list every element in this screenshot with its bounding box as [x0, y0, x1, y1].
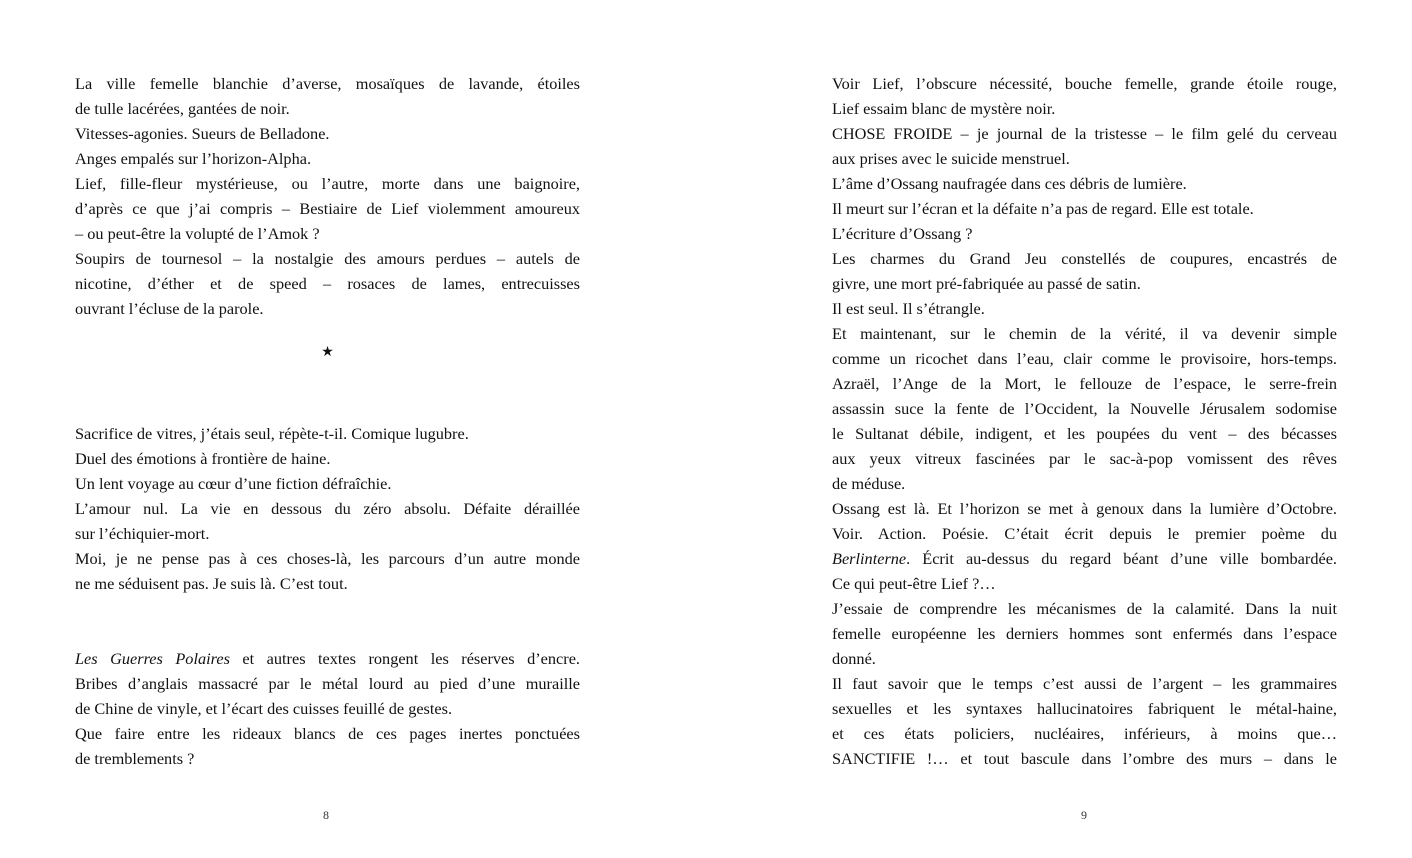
left-paragraph-2 [75, 421, 580, 596]
text-line: – ou peut-être la volupté de l’Amok ? [75, 224, 320, 243]
text-line: L’écriture d’Ossang ? [832, 224, 973, 243]
text-line: Il meurt sur l’écran et la défaite n’a pas de regard. Elle est totale. [832, 199, 1254, 218]
text-line: Sacrifice de vitres, j’étais seul, répète-t-il. Comique lugubre. [75, 424, 469, 443]
text-line [832, 546, 1337, 571]
left-paragraph-1 [75, 71, 580, 321]
right-page [706, 0, 1412, 858]
text-line: Il est seul. Il s’étrangle. [832, 299, 985, 318]
text-line: nicotine, d’éther et de speed – rosaces de lames, entrecuisses [75, 274, 580, 293]
text-line: Que faire entre les rideaux blancs de ces pages inertes ponctuées [75, 724, 580, 743]
text-line: ouvrant l’écluse de la parole. [75, 299, 264, 318]
book-title: Les Guerres Polaires [75, 649, 230, 668]
text-line: aux prises avec le suicide menstruel. [832, 149, 1070, 168]
text-line: Il faut savoir que le temps c’est aussi de l’argent – les grammaires [832, 674, 1337, 693]
text-line: Duel des émotions à frontière de haine. [75, 449, 331, 468]
text-fragment: . Écrit au-dessus du regard béant d’une ville bombardée. [906, 549, 1337, 568]
text-line: sur l’échiquier-mort. [75, 524, 210, 543]
text-line: Et maintenant, sur le chemin de la vérité, il va devenir simple [832, 324, 1337, 343]
text-line: givre, une mort pré-fabriquée au passé de satin. [832, 274, 1141, 293]
text-line: ne me séduisent pas. Je suis là. C’est tout. [75, 574, 348, 593]
left-paragraph-3 [75, 646, 580, 771]
text-line: comme un ricochet dans l’eau, clair comme le provisoire, hors-temps. [832, 349, 1337, 368]
text-line: Voir. Action. Poésie. C’était écrit depuis le premier poème du [832, 524, 1337, 543]
text-line: Les charmes du Grand Jeu constellés de coupures, encastrés de [832, 249, 1337, 268]
page-number: 8 [323, 808, 329, 822]
page-number: 9 [1081, 808, 1087, 822]
spacer [75, 596, 580, 646]
text-line: SANCTIFIE !… et tout bascule dans l’ombre des murs – dans le [832, 749, 1337, 768]
text-line: aux yeux vitreux fascinées par le sac-à-pop vomissent des rêves [832, 449, 1337, 468]
text-line: et ces états policiers, nucléaires, inférieurs, à moins que… [832, 724, 1337, 743]
text-line: sexuelles et les syntaxes hallucinatoires fabriquent le métal-haine, [832, 699, 1337, 718]
text-line: Vitesses-agonies. Sueurs de Belladone. [75, 124, 330, 143]
text-line: donné. [832, 649, 876, 668]
text-line: CHOSE FROIDE – je journal de la tristesse – le film gelé du cerveau [832, 124, 1337, 143]
text-line: Bribes d’anglais massacré par le métal lourd au pied d’une muraille [75, 674, 580, 693]
section-break [75, 321, 580, 396]
book-title: Berlinterne [832, 549, 907, 568]
text-line: La ville femelle blanchie d’averse, mosaïques de lavande, étoiles [75, 74, 580, 93]
text-fragment: et autres textes rongent les réserves d’encre. [229, 649, 580, 668]
text-line: assassin suce la fente de l’Occident, la Nouvelle Jérusalem sodomise [832, 399, 1337, 418]
text-line: J’essaie de comprendre les mécanismes de la calamité. Dans la nuit [832, 599, 1337, 618]
text-line: Anges empalés sur l’horizon-Alpha. [75, 149, 312, 168]
text-line: de Chine de vinyle, et l’écart des cuisses feuillé de gestes. [75, 699, 453, 718]
text-line: Lief, fille-fleur mystérieuse, ou l’autre, morte dans une baignoire, [75, 174, 580, 193]
right-text-column [832, 71, 1337, 771]
text-line: Azraël, l’Ange de la Mort, le fellouze de l’espace, le serre-frein [832, 374, 1337, 393]
text-line: Moi, je ne pense pas à ces choses-là, les parcours d’un autre monde [75, 549, 580, 568]
text-line: L’âme d’Ossang naufragée dans ces débris de lumière. [832, 174, 1187, 193]
text-line: Lief essaim blanc de mystère noir. [832, 99, 1056, 118]
spacer [75, 396, 580, 421]
text-line: le Sultanat débile, indigent, et les poupées du vent – des bécasses [832, 424, 1337, 443]
text-line: L’amour nul. La vie en dessous du zéro absolu. Défaite déraillée [75, 499, 580, 518]
text-line: de tremblements ? [75, 749, 195, 768]
text-line: de méduse. [832, 474, 906, 493]
text-line: femelle européenne les derniers hommes sont enfermés dans l’espace [832, 624, 1337, 643]
text-line: Ossang est là. Et l’horizon se met à genoux dans la lumière d’Octobre. [832, 499, 1337, 518]
text-line: Soupirs de tournesol – la nostalgie des amours perdues – autels de [75, 249, 580, 268]
text-line: d’après ce que j’ai compris – Bestiaire de Lief violemment amoureux [75, 199, 580, 218]
text-line: Voir Lief, l’obscure nécessité, bouche femelle, grande étoile rouge, [832, 74, 1337, 93]
text-line: Ce qui peut-être Lief ?… [832, 574, 996, 593]
text-line: Un lent voyage au cœur d’une fiction défraîchie. [75, 474, 392, 493]
text-line [75, 646, 580, 671]
left-text-column [75, 71, 580, 771]
text-line: de tulle lacérées, gantées de noir. [75, 99, 290, 118]
star-ornament-icon: ★ [321, 344, 334, 360]
